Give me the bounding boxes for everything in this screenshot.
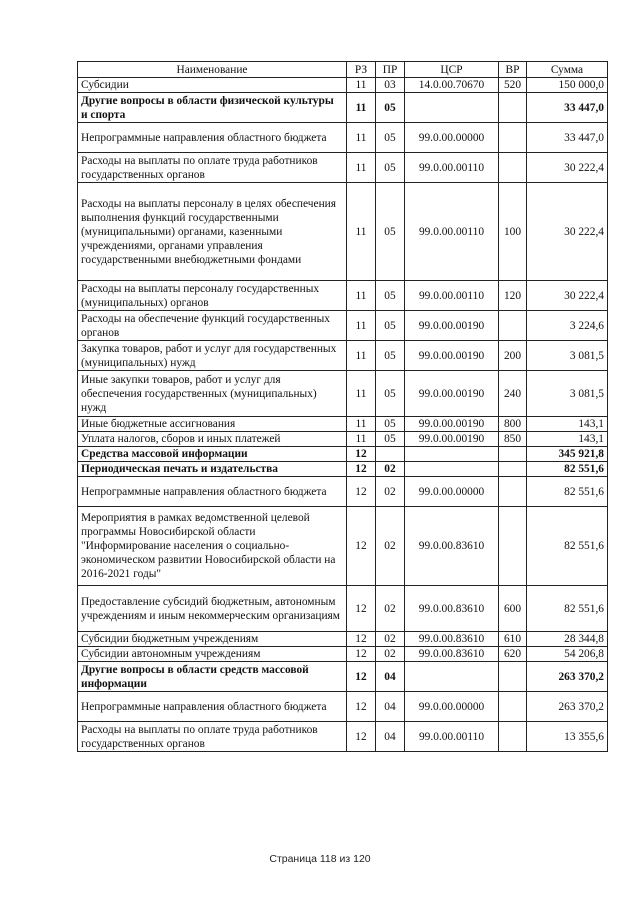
cell-vr: 240 xyxy=(499,371,527,417)
cell-name: Непрограммные направления областного бюджета xyxy=(78,477,347,507)
cell-csr xyxy=(405,93,499,123)
cell-pr: 05 xyxy=(376,371,405,417)
cell-csr: 99.0.00.00110 xyxy=(405,722,499,752)
cell-rz: 12 xyxy=(347,477,376,507)
cell-sum: 3 081,5 xyxy=(527,371,608,417)
header-pr: ПР xyxy=(376,62,405,78)
cell-rz: 11 xyxy=(347,93,376,123)
cell-name: Уплата налогов, сборов и иных платежей xyxy=(78,432,347,447)
cell-rz: 11 xyxy=(347,183,376,281)
cell-sum: 345 921,8 xyxy=(527,447,608,462)
cell-sum: 54 206,8 xyxy=(527,647,608,662)
cell-csr: 99.0.00.83610 xyxy=(405,632,499,647)
cell-pr: 05 xyxy=(376,417,405,432)
cell-name: Предоставление субсидий бюджетным, автономным учреждениям и иным некоммерческим организациям xyxy=(78,586,347,632)
cell-name: Субсидии бюджетным учреждениям xyxy=(78,632,347,647)
cell-rz: 11 xyxy=(347,311,376,341)
cell-name: Расходы на выплаты по оплате труда работников государственных органов xyxy=(78,153,347,183)
table-row xyxy=(78,432,608,447)
table-row xyxy=(78,586,608,632)
cell-name: Иные бюджетные ассигнования xyxy=(78,417,347,432)
cell-sum: 263 370,2 xyxy=(527,692,608,722)
cell-rz: 11 xyxy=(347,78,376,93)
table-row xyxy=(78,153,608,183)
cell-vr: 520 xyxy=(499,78,527,93)
cell-vr: 610 xyxy=(499,632,527,647)
table-row xyxy=(78,341,608,371)
header-sum: Сумма xyxy=(527,62,608,78)
cell-rz: 11 xyxy=(347,281,376,311)
cell-pr: 05 xyxy=(376,341,405,371)
cell-vr xyxy=(499,447,527,462)
cell-pr: 02 xyxy=(376,647,405,662)
table-row xyxy=(78,123,608,153)
table-row xyxy=(78,417,608,432)
cell-csr: 99.0.00.00000 xyxy=(405,477,499,507)
cell-rz: 12 xyxy=(347,632,376,647)
cell-vr xyxy=(499,722,527,752)
budget-table xyxy=(77,61,608,752)
cell-pr: 02 xyxy=(376,477,405,507)
cell-csr: 99.0.00.00110 xyxy=(405,281,499,311)
cell-pr: 05 xyxy=(376,311,405,341)
cell-pr: 03 xyxy=(376,78,405,93)
cell-sum: 82 551,6 xyxy=(527,586,608,632)
cell-sum: 263 370,2 xyxy=(527,662,608,692)
table-row xyxy=(78,78,608,93)
table-row xyxy=(78,722,608,752)
table-row xyxy=(78,692,608,722)
cell-rz: 12 xyxy=(347,462,376,477)
cell-csr: 99.0.00.00000 xyxy=(405,123,499,153)
cell-vr xyxy=(499,123,527,153)
cell-name: Расходы на выплаты по оплате труда работников государственных органов xyxy=(78,722,347,752)
cell-vr xyxy=(499,153,527,183)
cell-sum: 143,1 xyxy=(527,417,608,432)
header-csr: ЦСР xyxy=(405,62,499,78)
cell-sum: 82 551,6 xyxy=(527,507,608,586)
cell-csr: 99.0.00.83610 xyxy=(405,507,499,586)
table-row xyxy=(78,311,608,341)
cell-name: Непрограммные направления областного бюджета xyxy=(78,692,347,722)
cell-sum: 30 222,4 xyxy=(527,281,608,311)
cell-csr xyxy=(405,447,499,462)
cell-csr: 99.0.00.00000 xyxy=(405,692,499,722)
cell-csr: 99.0.00.00110 xyxy=(405,183,499,281)
cell-rz: 12 xyxy=(347,507,376,586)
cell-rz: 11 xyxy=(347,123,376,153)
cell-vr: 850 xyxy=(499,432,527,447)
table-row xyxy=(78,632,608,647)
header-name: Наименование xyxy=(78,62,347,78)
cell-rz: 12 xyxy=(347,662,376,692)
cell-name: Периодическая печать и издательства xyxy=(78,462,347,477)
cell-vr xyxy=(499,692,527,722)
header-rz: РЗ xyxy=(347,62,376,78)
cell-csr: 99.0.00.00190 xyxy=(405,341,499,371)
cell-vr: 100 xyxy=(499,183,527,281)
table-header-row xyxy=(78,62,608,78)
cell-rz: 11 xyxy=(347,417,376,432)
cell-csr: 14.0.00.70670 xyxy=(405,78,499,93)
cell-pr: 04 xyxy=(376,662,405,692)
cell-csr xyxy=(405,462,499,477)
cell-sum: 28 344,8 xyxy=(527,632,608,647)
table-row xyxy=(78,371,608,417)
table-row xyxy=(78,647,608,662)
cell-name: Расходы на выплаты персоналу государственных (муниципальных) органов xyxy=(78,281,347,311)
cell-pr: 02 xyxy=(376,462,405,477)
cell-pr: 05 xyxy=(376,183,405,281)
cell-rz: 11 xyxy=(347,341,376,371)
header-vr: ВР xyxy=(499,62,527,78)
cell-csr: 99.0.00.00190 xyxy=(405,311,499,341)
table-body xyxy=(78,78,608,752)
cell-vr xyxy=(499,462,527,477)
table-row xyxy=(78,477,608,507)
cell-rz: 12 xyxy=(347,447,376,462)
cell-pr: 02 xyxy=(376,507,405,586)
cell-name: Другие вопросы в области физической культуры и спорта xyxy=(78,93,347,123)
cell-name: Другие вопросы в области средств массовой информации xyxy=(78,662,347,692)
cell-rz: 11 xyxy=(347,153,376,183)
cell-name: Непрограммные направления областного бюджета xyxy=(78,123,347,153)
cell-sum: 30 222,4 xyxy=(527,183,608,281)
cell-sum: 82 551,6 xyxy=(527,462,608,477)
cell-pr: 04 xyxy=(376,692,405,722)
cell-name: Субсидии xyxy=(78,78,347,93)
cell-vr xyxy=(499,477,527,507)
cell-sum: 33 447,0 xyxy=(527,123,608,153)
cell-vr: 600 xyxy=(499,586,527,632)
cell-name: Расходы на выплаты персоналу в целях обеспечения выполнения функций государственными (муниципальными) органами, казенными учреждениями, органами управления государственными внебюджетными фондами xyxy=(78,183,347,281)
cell-csr: 99.0.00.00190 xyxy=(405,371,499,417)
cell-vr: 120 xyxy=(499,281,527,311)
budget-table-container xyxy=(77,61,608,752)
cell-sum: 143,1 xyxy=(527,432,608,447)
cell-pr: 05 xyxy=(376,153,405,183)
cell-vr xyxy=(499,662,527,692)
cell-rz: 11 xyxy=(347,432,376,447)
table-row xyxy=(78,183,608,281)
cell-vr: 200 xyxy=(499,341,527,371)
cell-vr: 800 xyxy=(499,417,527,432)
cell-sum: 3 224,6 xyxy=(527,311,608,341)
cell-pr: 04 xyxy=(376,722,405,752)
cell-pr: 05 xyxy=(376,123,405,153)
cell-pr: 02 xyxy=(376,586,405,632)
cell-csr: 99.0.00.83610 xyxy=(405,586,499,632)
cell-csr xyxy=(405,662,499,692)
cell-pr: 05 xyxy=(376,93,405,123)
cell-vr: 620 xyxy=(499,647,527,662)
cell-sum: 30 222,4 xyxy=(527,153,608,183)
cell-vr xyxy=(499,311,527,341)
cell-name: Иные закупки товаров, работ и услуг для обеспечения государственных (муниципальных) нужд xyxy=(78,371,347,417)
cell-vr xyxy=(499,93,527,123)
table-row xyxy=(78,462,608,477)
cell-rz: 12 xyxy=(347,647,376,662)
cell-name: Расходы на обеспечение функций государственных органов xyxy=(78,311,347,341)
cell-pr xyxy=(376,447,405,462)
cell-csr: 99.0.00.00110 xyxy=(405,153,499,183)
cell-vr xyxy=(499,507,527,586)
cell-csr: 99.0.00.83610 xyxy=(405,647,499,662)
cell-name: Закупка товаров, работ и услуг для государственных (муниципальных) нужд xyxy=(78,341,347,371)
table-row xyxy=(78,507,608,586)
cell-csr: 99.0.00.00190 xyxy=(405,432,499,447)
cell-pr: 02 xyxy=(376,632,405,647)
cell-sum: 33 447,0 xyxy=(527,93,608,123)
table-row xyxy=(78,662,608,692)
cell-name: Субсидии автономным учреждениям xyxy=(78,647,347,662)
cell-rz: 11 xyxy=(347,371,376,417)
cell-sum: 13 355,6 xyxy=(527,722,608,752)
cell-rz: 12 xyxy=(347,586,376,632)
cell-sum: 150 000,0 xyxy=(527,78,608,93)
cell-rz: 12 xyxy=(347,692,376,722)
cell-name: Мероприятия в рамках ведомственной целевой программы Новосибирской области "Информирование населения о социально-экономическом развитии Новосибирской области на 2016-2021 годы" xyxy=(78,507,347,586)
table-row xyxy=(78,93,608,123)
page-number: Страница 118 из 120 xyxy=(269,853,371,865)
cell-name: Средства массовой информации xyxy=(78,447,347,462)
cell-csr: 99.0.00.00190 xyxy=(405,417,499,432)
cell-pr: 05 xyxy=(376,281,405,311)
cell-pr: 05 xyxy=(376,432,405,447)
cell-sum: 82 551,6 xyxy=(527,477,608,507)
cell-rz: 12 xyxy=(347,722,376,752)
cell-sum: 3 081,5 xyxy=(527,341,608,371)
table-row xyxy=(78,447,608,462)
table-row xyxy=(78,281,608,311)
